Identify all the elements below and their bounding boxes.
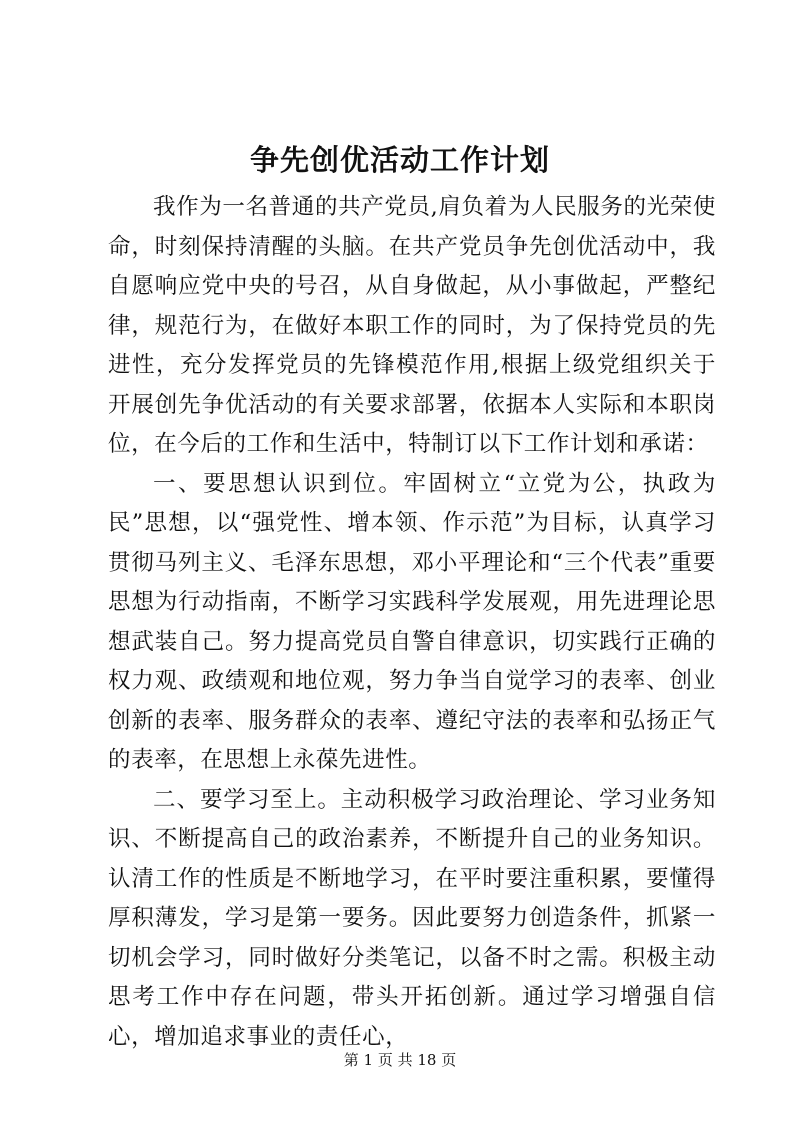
paragraph-section-two: 二、要学习至上。主动积极学习政治理论、学习业务知识、不断提高自己的政治素养，不断提升自己的业务知识。认清工作的性质是不断地学习，在平时要注重积累，要懂得厚积薄发，学习是第一要务。因此要努力创造条件，抓紧一切机会学习，同时做好分类笔记，以备不时之需。积极主动思考工作中存在问题，带头开拓创新。通过学习增强自信心，增加追求事业的责任心，	[108, 786, 716, 1050]
page-number-footer: 第 1 页 共 18 页	[343, 1051, 457, 1069]
document-body	[108, 188, 716, 1057]
paragraph-intro: 我作为一名普通的共产党员,肩负着为人民服务的光荣使命，时刻保持清醒的头脑。在共产党员争先创优活动中，我自愿响应党中央的号召，从自身做起，从小事做起，严整纪律，规范行为，在做好本职工作的同时，为了保持党员的先进性，充分发挥党员的先锋模范作用,根据上级党组织关于开展创先争优活动的有关要求部署，依据本人实际和本职岗位，在今后的工作和生活中，特制订以下工作计划和承诺：	[108, 194, 716, 457]
paragraph-section-one: 一、要思想认识到位。牢固树立“立党为公，执政为民”思想，以“强党性、增本领、作示范”为目标，认真学习贯彻马列主义、毛泽东思想，邓小平理论和“三个代表”重要思想为行动指南，不断学习实践科学发展观，用先进理论思想武装自己。努力提高党员自警自律意识，切实践行正确的权力观、政绩观和地位观，努力争当自觉学习的表率、创业创新的表率、服务群众的表率、遵纪守法的表率和弘扬正气的表率，在思想上永葆先进性。	[108, 470, 716, 773]
document-title: 争先创优活动工作计划	[249, 143, 550, 177]
